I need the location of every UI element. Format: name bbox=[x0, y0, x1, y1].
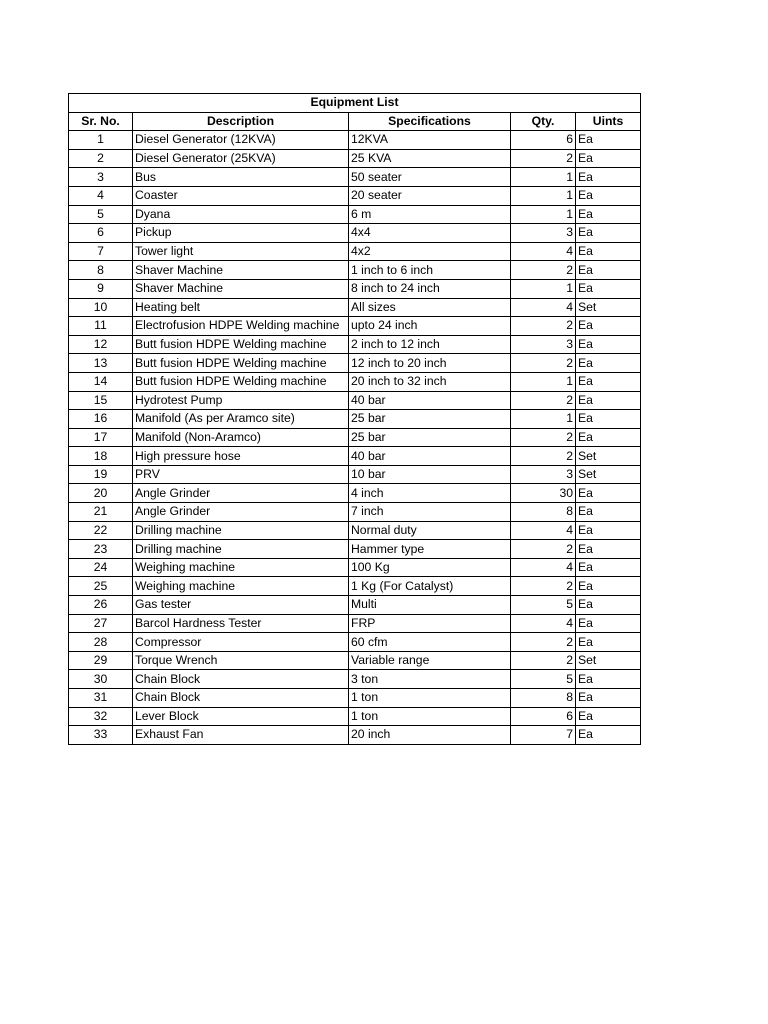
cell-qty: 2 bbox=[511, 447, 576, 466]
cell-sr-no: 4 bbox=[69, 186, 133, 205]
table-row bbox=[69, 540, 641, 559]
table-row bbox=[69, 521, 641, 540]
table-row bbox=[69, 484, 641, 503]
cell-sr-no: 32 bbox=[69, 707, 133, 726]
cell-specifications: 1 Kg (For Catalyst) bbox=[349, 577, 511, 596]
cell-unit: Ea bbox=[576, 391, 641, 410]
cell-qty: 2 bbox=[511, 651, 576, 670]
cell-specifications: 40 bar bbox=[349, 391, 511, 410]
cell-specifications: 1 ton bbox=[349, 707, 511, 726]
cell-description: Shaver Machine bbox=[133, 261, 349, 280]
cell-description: Diesel Generator (25KVA) bbox=[133, 149, 349, 168]
table-row bbox=[69, 149, 641, 168]
cell-qty: 6 bbox=[511, 131, 576, 150]
cell-sr-no: 1 bbox=[69, 131, 133, 150]
cell-qty: 1 bbox=[511, 372, 576, 391]
table-row bbox=[69, 577, 641, 596]
cell-specifications: FRP bbox=[349, 614, 511, 633]
header-sr-no: Sr. No. bbox=[69, 112, 133, 131]
cell-qty: 4 bbox=[511, 558, 576, 577]
cell-sr-no: 12 bbox=[69, 335, 133, 354]
cell-description: Shaver Machine bbox=[133, 279, 349, 298]
cell-unit: Ea bbox=[576, 521, 641, 540]
cell-unit: Ea bbox=[576, 317, 641, 336]
cell-sr-no: 17 bbox=[69, 428, 133, 447]
table-row bbox=[69, 261, 641, 280]
header-description: Description bbox=[133, 112, 349, 131]
cell-sr-no: 14 bbox=[69, 372, 133, 391]
cell-description: Exhaust Fan bbox=[133, 726, 349, 745]
cell-specifications: 8 inch to 24 inch bbox=[349, 279, 511, 298]
cell-description: Coaster bbox=[133, 186, 349, 205]
table-row bbox=[69, 205, 641, 224]
table-row bbox=[69, 614, 641, 633]
cell-unit: Set bbox=[576, 465, 641, 484]
cell-specifications: 20 inch to 32 inch bbox=[349, 372, 511, 391]
cell-unit: Set bbox=[576, 298, 641, 317]
cell-description: High pressure hose bbox=[133, 447, 349, 466]
cell-description: Drilling machine bbox=[133, 540, 349, 559]
cell-specifications: 20 inch bbox=[349, 726, 511, 745]
cell-unit: Ea bbox=[576, 410, 641, 429]
table-row bbox=[69, 335, 641, 354]
cell-sr-no: 15 bbox=[69, 391, 133, 410]
table-row bbox=[69, 689, 641, 708]
cell-specifications: 4x4 bbox=[349, 224, 511, 243]
cell-unit: Ea bbox=[576, 354, 641, 373]
cell-sr-no: 19 bbox=[69, 465, 133, 484]
cell-sr-no: 25 bbox=[69, 577, 133, 596]
cell-sr-no: 6 bbox=[69, 224, 133, 243]
cell-description: Compressor bbox=[133, 633, 349, 652]
equipment-list-table bbox=[68, 93, 641, 745]
cell-qty: 2 bbox=[511, 317, 576, 336]
cell-description: Lever Block bbox=[133, 707, 349, 726]
cell-qty: 4 bbox=[511, 242, 576, 261]
table-row bbox=[69, 279, 641, 298]
title-row bbox=[69, 94, 641, 113]
cell-qty: 5 bbox=[511, 670, 576, 689]
cell-unit: Ea bbox=[576, 224, 641, 243]
cell-sr-no: 11 bbox=[69, 317, 133, 336]
cell-description: Weighing machine bbox=[133, 558, 349, 577]
cell-qty: 2 bbox=[511, 577, 576, 596]
cell-specifications: 4x2 bbox=[349, 242, 511, 261]
cell-specifications: 25 bar bbox=[349, 428, 511, 447]
header-row bbox=[69, 112, 641, 131]
cell-description: Hydrotest Pump bbox=[133, 391, 349, 410]
cell-specifications: Hammer type bbox=[349, 540, 511, 559]
cell-sr-no: 26 bbox=[69, 596, 133, 615]
cell-specifications: 12 inch to 20 inch bbox=[349, 354, 511, 373]
cell-unit: Ea bbox=[576, 168, 641, 187]
cell-qty: 8 bbox=[511, 689, 576, 708]
cell-qty: 2 bbox=[511, 633, 576, 652]
cell-sr-no: 7 bbox=[69, 242, 133, 261]
cell-specifications: 6 m bbox=[349, 205, 511, 224]
cell-unit: Ea bbox=[576, 503, 641, 522]
table-row bbox=[69, 186, 641, 205]
cell-unit: Ea bbox=[576, 596, 641, 615]
cell-qty: 2 bbox=[511, 354, 576, 373]
cell-description: Diesel Generator (12KVA) bbox=[133, 131, 349, 150]
cell-sr-no: 28 bbox=[69, 633, 133, 652]
cell-specifications: 12KVA bbox=[349, 131, 511, 150]
cell-sr-no: 3 bbox=[69, 168, 133, 187]
cell-specifications: 25 KVA bbox=[349, 149, 511, 168]
table-row bbox=[69, 633, 641, 652]
cell-sr-no: 20 bbox=[69, 484, 133, 503]
cell-sr-no: 13 bbox=[69, 354, 133, 373]
cell-unit: Ea bbox=[576, 149, 641, 168]
cell-description: Barcol Hardness Tester bbox=[133, 614, 349, 633]
cell-qty: 2 bbox=[511, 391, 576, 410]
table-row bbox=[69, 391, 641, 410]
table-row bbox=[69, 726, 641, 745]
cell-qty: 3 bbox=[511, 465, 576, 484]
cell-sr-no: 30 bbox=[69, 670, 133, 689]
cell-sr-no: 27 bbox=[69, 614, 133, 633]
cell-specifications: 4 inch bbox=[349, 484, 511, 503]
table-row bbox=[69, 428, 641, 447]
cell-specifications: 60 cfm bbox=[349, 633, 511, 652]
cell-specifications: 1 ton bbox=[349, 689, 511, 708]
cell-unit: Ea bbox=[576, 242, 641, 261]
cell-qty: 5 bbox=[511, 596, 576, 615]
cell-sr-no: 9 bbox=[69, 279, 133, 298]
cell-specifications: upto 24 inch bbox=[349, 317, 511, 336]
cell-description: Pickup bbox=[133, 224, 349, 243]
cell-description: Butt fusion HDPE Welding machine bbox=[133, 354, 349, 373]
cell-qty: 1 bbox=[511, 410, 576, 429]
cell-description: PRV bbox=[133, 465, 349, 484]
cell-qty: 1 bbox=[511, 168, 576, 187]
cell-specifications: Multi bbox=[349, 596, 511, 615]
cell-unit: Ea bbox=[576, 633, 641, 652]
cell-qty: 1 bbox=[511, 279, 576, 298]
cell-unit: Ea bbox=[576, 484, 641, 503]
header-units: Uints bbox=[576, 112, 641, 131]
cell-unit: Set bbox=[576, 651, 641, 670]
cell-unit: Ea bbox=[576, 261, 641, 280]
cell-qty: 2 bbox=[511, 261, 576, 280]
cell-qty: 30 bbox=[511, 484, 576, 503]
table-row bbox=[69, 503, 641, 522]
cell-sr-no: 23 bbox=[69, 540, 133, 559]
cell-sr-no: 21 bbox=[69, 503, 133, 522]
cell-qty: 8 bbox=[511, 503, 576, 522]
cell-description: Angle Grinder bbox=[133, 484, 349, 503]
cell-specifications: 50 seater bbox=[349, 168, 511, 187]
cell-unit: Ea bbox=[576, 186, 641, 205]
cell-specifications: 40 bar bbox=[349, 447, 511, 466]
header-specifications: Specifications bbox=[349, 112, 511, 131]
cell-qty: 6 bbox=[511, 707, 576, 726]
cell-qty: 1 bbox=[511, 205, 576, 224]
cell-sr-no: 29 bbox=[69, 651, 133, 670]
cell-sr-no: 8 bbox=[69, 261, 133, 280]
cell-unit: Ea bbox=[576, 726, 641, 745]
cell-specifications: 20 seater bbox=[349, 186, 511, 205]
table-row bbox=[69, 224, 641, 243]
cell-specifications: Normal duty bbox=[349, 521, 511, 540]
cell-unit: Ea bbox=[576, 540, 641, 559]
cell-description: Gas tester bbox=[133, 596, 349, 615]
table-row bbox=[69, 465, 641, 484]
cell-description: Angle Grinder bbox=[133, 503, 349, 522]
table-row bbox=[69, 670, 641, 689]
cell-specifications: 10 bar bbox=[349, 465, 511, 484]
cell-sr-no: 33 bbox=[69, 726, 133, 745]
cell-description: Dyana bbox=[133, 205, 349, 224]
cell-sr-no: 16 bbox=[69, 410, 133, 429]
cell-description: Electrofusion HDPE Welding machine bbox=[133, 317, 349, 336]
cell-qty: 3 bbox=[511, 224, 576, 243]
cell-unit: Ea bbox=[576, 335, 641, 354]
cell-specifications: 7 inch bbox=[349, 503, 511, 522]
cell-sr-no: 18 bbox=[69, 447, 133, 466]
cell-unit: Ea bbox=[576, 279, 641, 298]
table-row bbox=[69, 242, 641, 261]
cell-specifications: 100 Kg bbox=[349, 558, 511, 577]
cell-description: Butt fusion HDPE Welding machine bbox=[133, 335, 349, 354]
cell-qty: 3 bbox=[511, 335, 576, 354]
cell-description: Heating belt bbox=[133, 298, 349, 317]
table-row bbox=[69, 131, 641, 150]
table-row bbox=[69, 317, 641, 336]
table-row bbox=[69, 707, 641, 726]
cell-unit: Ea bbox=[576, 372, 641, 391]
table-row bbox=[69, 447, 641, 466]
cell-unit: Ea bbox=[576, 205, 641, 224]
cell-description: Bus bbox=[133, 168, 349, 187]
table-row bbox=[69, 596, 641, 615]
cell-sr-no: 24 bbox=[69, 558, 133, 577]
table-row bbox=[69, 651, 641, 670]
cell-description: Weighing machine bbox=[133, 577, 349, 596]
table-row bbox=[69, 298, 641, 317]
table-row bbox=[69, 558, 641, 577]
cell-unit: Ea bbox=[576, 689, 641, 708]
cell-specifications: 2 inch to 12 inch bbox=[349, 335, 511, 354]
cell-sr-no: 5 bbox=[69, 205, 133, 224]
cell-sr-no: 31 bbox=[69, 689, 133, 708]
table-row bbox=[69, 168, 641, 187]
table-row bbox=[69, 372, 641, 391]
cell-qty: 2 bbox=[511, 540, 576, 559]
cell-specifications: Variable range bbox=[349, 651, 511, 670]
cell-qty: 1 bbox=[511, 186, 576, 205]
cell-qty: 4 bbox=[511, 521, 576, 540]
table-row bbox=[69, 354, 641, 373]
cell-unit: Ea bbox=[576, 614, 641, 633]
cell-sr-no: 22 bbox=[69, 521, 133, 540]
cell-unit: Set bbox=[576, 447, 641, 466]
cell-description: Torque Wrench bbox=[133, 651, 349, 670]
cell-specifications: 1 inch to 6 inch bbox=[349, 261, 511, 280]
cell-sr-no: 10 bbox=[69, 298, 133, 317]
cell-specifications: 25 bar bbox=[349, 410, 511, 429]
cell-description: Butt fusion HDPE Welding machine bbox=[133, 372, 349, 391]
cell-qty: 2 bbox=[511, 149, 576, 168]
cell-unit: Ea bbox=[576, 428, 641, 447]
table-row bbox=[69, 410, 641, 429]
cell-specifications: 3 ton bbox=[349, 670, 511, 689]
cell-specifications: All sizes bbox=[349, 298, 511, 317]
cell-qty: 4 bbox=[511, 298, 576, 317]
cell-description: Chain Block bbox=[133, 670, 349, 689]
cell-qty: 2 bbox=[511, 428, 576, 447]
cell-sr-no: 2 bbox=[69, 149, 133, 168]
cell-description: Drilling machine bbox=[133, 521, 349, 540]
cell-unit: Ea bbox=[576, 558, 641, 577]
cell-description: Manifold (As per Aramco site) bbox=[133, 410, 349, 429]
cell-unit: Ea bbox=[576, 670, 641, 689]
cell-unit: Ea bbox=[576, 131, 641, 150]
cell-description: Chain Block bbox=[133, 689, 349, 708]
cell-description: Tower light bbox=[133, 242, 349, 261]
cell-qty: 4 bbox=[511, 614, 576, 633]
cell-description: Manifold (Non-Aramco) bbox=[133, 428, 349, 447]
cell-unit: Ea bbox=[576, 577, 641, 596]
cell-unit: Ea bbox=[576, 707, 641, 726]
cell-qty: 7 bbox=[511, 726, 576, 745]
header-qty: Qty. bbox=[511, 112, 576, 131]
table-title: Equipment List bbox=[69, 94, 641, 113]
